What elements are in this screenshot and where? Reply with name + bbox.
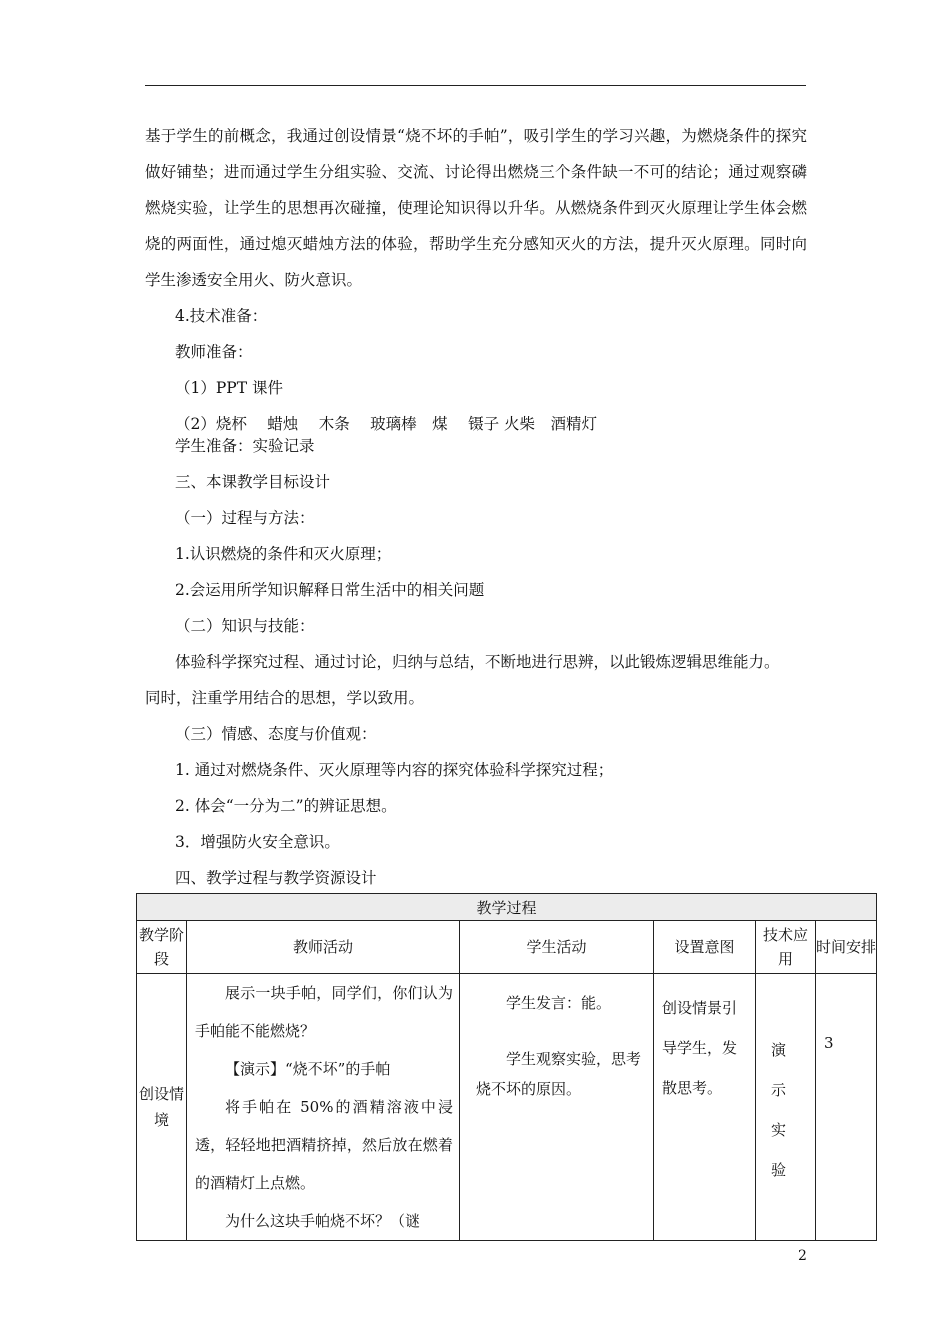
header-time: 时间安排 <box>816 921 877 974</box>
teacher-activity-p3: 将手帕在 50%的酒精溶液中浸透，轻轻地把酒精挤掉，然后放在燃着的酒精灯上点燃。 <box>195 1098 453 1192</box>
teacher-activity-p4: 为什么这块手帕烧不坏？（谜 <box>225 1212 421 1230</box>
sub3-item3: 3．增强防火安全意识。 <box>175 833 340 851</box>
teacher-activity-p2: 【演示】“烧不坏”的手帕 <box>225 1060 391 1078</box>
header-tech: 技术应用 <box>756 921 816 974</box>
sub3-item1: 1. 通过对燃烧条件、灭火原理等内容的探究体验科学探究过程； <box>175 761 614 779</box>
prep-item-1: （1）PPT 课件 <box>175 379 283 397</box>
sub3-heading: （三）情感、态度与价值观： <box>175 725 377 743</box>
header-teacher: 教师活动 <box>187 921 460 974</box>
purpose-cell: 创设情景引导学生，发散思考。 <box>654 974 756 1241</box>
sub1-item1: 1.认识燃烧的条件和灭火原理； <box>175 545 392 563</box>
sub2-paragraph-line1: 体验科学探究过程、通过讨论，归纳与总结，不断地进行思辨，以此锻炼逻辑思维能力。 <box>175 653 780 671</box>
header-stage: 教学阶段 <box>137 921 187 974</box>
tech-prep-heading: 4.技术准备： <box>175 307 268 325</box>
intro-paragraph: 基于学生的前概念，我通过创设情景“烧不坏的手帕”，吸引学生的学习兴趣，为燃烧条件的探究做好铺垫；进而通过学生分组实验、交流、讨论得出燃烧三个条件缺一不可的结论；通过观察磷燃烧实验，让学生的思想再次碰撞，使理论知识得以升华。从燃烧条件到灭火原理让学生体会燃烧的两面性，通过熄灭蜡烛方法的体验，帮助学生充分感知灭火的方法，提升灭火原理。同时向学生渗透安全用火、防火意识。 <box>145 127 807 289</box>
prep-item-2: （2）烧杯 蜡烛 木条 玻璃棒 煤 镊子 火柴 酒精灯 <box>175 415 597 433</box>
teacher-prep-label: 教师准备： <box>175 343 253 361</box>
time-cell: 3 <box>816 974 877 1241</box>
header-student: 学生活动 <box>460 921 654 974</box>
table-title: 教学过程 <box>137 894 877 921</box>
teacher-activity-cell <box>187 974 460 1241</box>
student-activity-cell <box>460 974 654 1241</box>
sub2-heading: （二）知识与技能： <box>175 617 315 635</box>
sub1-item2: 2.会运用所学知识解释日常生活中的相关问题 <box>175 581 485 599</box>
table-row <box>137 974 877 1241</box>
header-purpose: 设置意图 <box>654 921 756 974</box>
sub1-heading: （一）过程与方法： <box>175 509 315 527</box>
teaching-process-table <box>136 893 876 1241</box>
student-activity-p2: 学生观察实验，思考烧不坏的原因。 <box>476 1050 642 1098</box>
page-number: 2 <box>798 1248 807 1264</box>
tech-cell: 演示实验 <box>756 974 816 1241</box>
sub2-paragraph-line2: 同时，注重学用结合的思想，学以致用。 <box>145 689 425 707</box>
student-activity-p1: 学生发言：能。 <box>506 994 612 1012</box>
header-rule <box>145 85 806 86</box>
section3-heading: 三、本课教学目标设计 <box>175 473 331 491</box>
stage-cell: 创设情境 <box>137 974 187 1241</box>
section4-heading: 四、教学过程与教学资源设计 <box>175 869 377 887</box>
student-prep-label: 学生准备：实验记录 <box>175 437 315 455</box>
teacher-activity-p1: 展示一块手帕，同学们，你们认为手帕能不能燃烧？ <box>195 984 453 1040</box>
document-body <box>145 118 807 896</box>
sub3-item2: 2. 体会“一分为二”的辨证思想。 <box>175 797 397 815</box>
